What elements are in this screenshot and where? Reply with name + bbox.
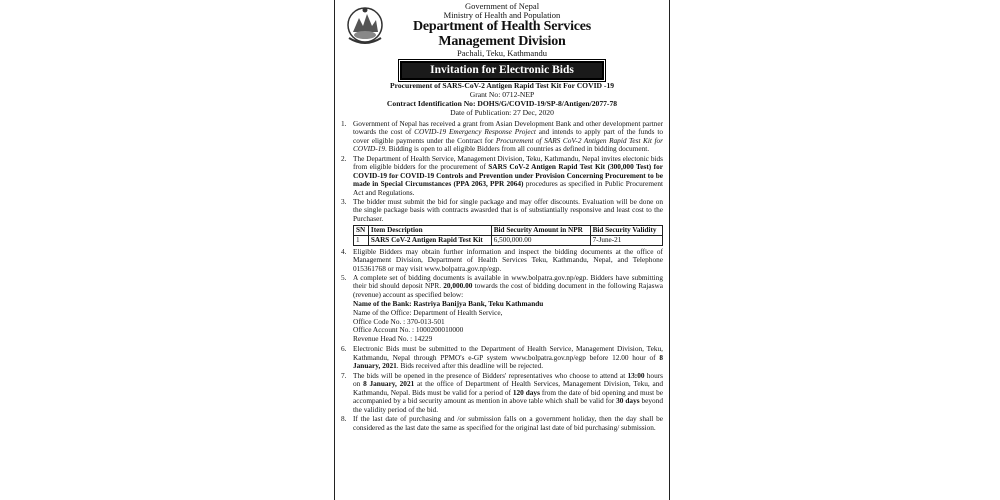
contract-id: Contract Identification No: DOHS/G/COVID-19/SP-8/Antigen/2077-78: [386, 99, 618, 109]
invitation-banner: Invitation for Electronic Bids: [400, 61, 604, 80]
table-header: Bid Security Amount in NPR: [491, 226, 590, 236]
clause-3: 3. The bidder must submit the bid for single package and may offer discounts. Evaluation will be done on the single package basis with contracts awasrded that is of substiantially responsive and least cost to the Purchaser. SN Item Description Bid Security Amount in NPR Bid Security Validity 1 SARS CoV-2 Antigen Rapid Test Kit 6,500,000.00 7-June-21: [341, 197, 663, 245]
clause-8: 8. If the last date of purchasing and /or submission falls on a government holiday, then the day shall be considered as the last date the same as specified for the original last date of bid purchasing/ submission.: [341, 414, 663, 432]
clause-7: 7. The bids will be opened in the presence of Bidders' representatives who choose to attend at 13:00 hours on 8 January, 2021 at the office of Department of Health Services, Management Division, Teku, and Kathmandu, Nepal. Bids must be valid for a period of 120 days from the date of bid opening and must be accompanied by a bid security amount as mention in above table which shall be valid for 30 days beyond the validity period of the bid.: [341, 370, 663, 414]
address-line: Pachali, Teku, Kathmandu: [457, 48, 547, 59]
office-code: Office Code No. : 370-013-501: [353, 316, 445, 326]
clause-2: 2. The Department of Health Service, Management Division, Teku, Kathmandu, Nepal invites electonic bids from eligible bidders for the procurement of SARS CoV-2 Antigen Rapid Test Kit (300,000 Test) for COVID-19 for COVID-19 Controls and Prevention under Provision Concerning Procurement to be made in Special Circumstances (PPA 2063, PPR 2064) procedures as specified in Public Procurement Act and Regulations.: [341, 153, 664, 197]
table-header: SN: [354, 226, 369, 236]
procurement-title: Procurement of SARS-CoV-2 Antigen Rapid Test Kit For COVID -19: [389, 81, 615, 91]
letterhead: [341, 2, 663, 58]
division-title: Management Division: [438, 33, 566, 49]
bank-details: [341, 300, 663, 343]
ministry-line: Ministry of Health and Population: [443, 9, 561, 20]
gov-line: Government of Nepal: [464, 1, 540, 11]
bid-notice: [334, 0, 670, 500]
clauses-list: [341, 120, 663, 299]
table-cell: 6,500,000.00: [491, 236, 590, 246]
table-cell: 1: [354, 236, 369, 246]
bank-name: Name of the Bank: Rastriya Banijya Bank, Teku Kathmandu: [353, 299, 544, 309]
table-cell: SARS CoV-2 Antigen Rapid Test Kit: [368, 236, 491, 246]
table-cell: 7-June-21: [590, 236, 662, 246]
clause-4: 4. Eligible Bidders may obtain further information and inspect the bidding documents at the office of Management Division, Department of Health Services Teku, Kathmandu, Nepal, and Telephone 015361768 or may visit www.bolpatra.gov.np/egp.: [341, 246, 663, 273]
clauses-list-continued: [341, 345, 663, 432]
nepal-emblem-icon: [345, 4, 385, 46]
table-header: Bid Security Validity: [590, 226, 662, 236]
clause-6: 6. Electronic Bids must be submitted to the Department of Health Service, Management Division, Teku, Kathmandu, Nepal through PPMO's e-GP system www.bolpatra.gov.np/egp before 12.00 hour of 8 January, 2021. Bids received after this deadline will be rejected.: [341, 344, 663, 371]
clause-5: 5. A complete set of bidding documents is available in www.bolpatra.gov.np/egp. Bidders have submitting their bid should deposit NPR. 20,000.00 towards the cost of bidding document in the following Rajaswa (revenue) account as specified below:: [341, 273, 663, 299]
table-header-row: [354, 226, 663, 236]
notice-meta: [341, 82, 663, 118]
office-account: Office Account No. : 1000200010000: [353, 325, 464, 335]
department-title: Department of Health Services: [412, 18, 592, 34]
revenue-head: Revenue Head No. : 14229: [353, 333, 433, 343]
table-row: [354, 236, 663, 246]
table-header: Item Description: [368, 226, 491, 236]
bid-security-table: [353, 225, 663, 245]
grant-number: Grant No: 0712-NEP: [469, 90, 535, 100]
office-name: Name of the Office: Department of Health Service,: [353, 308, 503, 317]
publication-date: Date of Publication: 27 Dec, 2020: [450, 108, 554, 117]
clause-1: 1. Government of Nepal has received a grant from Asian Development Bank and other development partner towards the cost of COVID-19 Emergency Response Project and intends to apply part of the funds to cover eligible payments under the Contract for Procurement of SARS CoV-2 Antigen Rapid Test Kit for COVID-19. Bidding is open to all eligible Bidders from all countries as defined in bidding document.: [341, 118, 663, 154]
